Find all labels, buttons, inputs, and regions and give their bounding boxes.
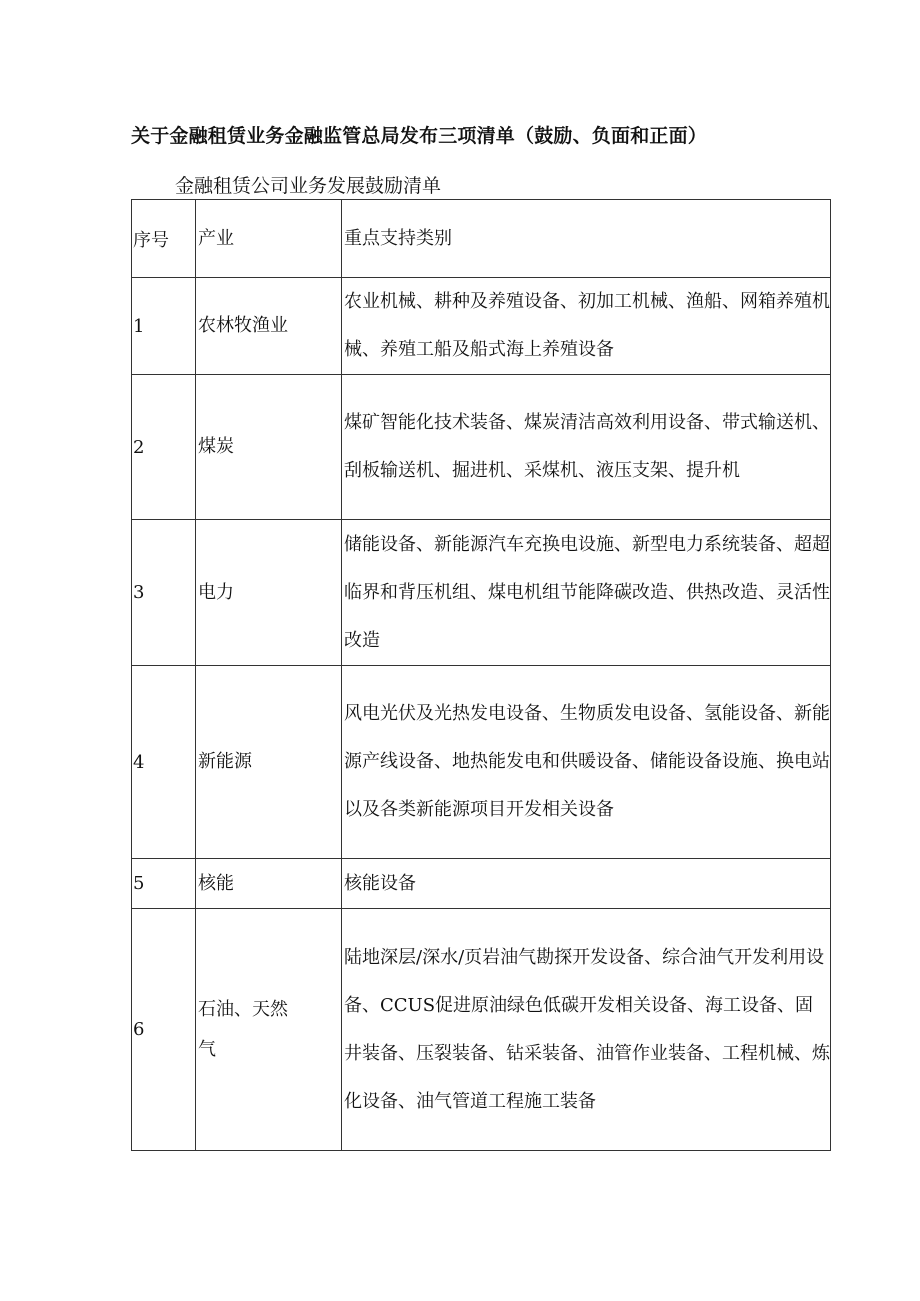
row-industry (196, 520, 342, 666)
row-industry-text: 核能 (198, 872, 234, 894)
row-industry-text: 新能源 (198, 751, 252, 772)
row-category-text: 风电光伏及光热发电设备、生物质发电设备、氢能设备、新能源产线设备、地热能发电和供暖设备、储能设备设施、换电站以及各类新能源项目开发相关设备 (344, 703, 830, 820)
row-no: 2 (132, 375, 196, 520)
row-category-text: 陆地深层/深水/页岩油气勘探开发设备、综合油气开发利用设备、CCUS促进原油绿色低碳开发相关设备、海工设备、固井装备、压裂装备、钻采装备、油管作业装备、工程机械、炼化设备、油气管道工程施工装备 (344, 946, 830, 1112)
table-row (132, 278, 831, 375)
row-no: 1 (132, 278, 196, 375)
row-no: 6 (132, 909, 196, 1151)
row-no: 5 (132, 859, 196, 909)
table-header-row (132, 200, 831, 278)
row-category-text: 煤矿智能化技术装备、煤炭清洁高效利用设备、带式输送机、刮板输送机、掘进机、采煤机、液压支架、提升机 (344, 412, 830, 481)
row-category (342, 666, 831, 859)
table-row (132, 520, 831, 666)
row-industry (196, 909, 342, 1151)
row-industry-text: 电力 (198, 581, 234, 603)
row-industry (196, 278, 342, 375)
row-industry (196, 666, 342, 859)
row-category-text: 储能设备、新能源汽车充换电设施、新型电力系统装备、超超临界和背压机组、煤电机组节能降碳改造、供热改造、灵活性改造 (344, 533, 830, 651)
row-no: 4 (132, 666, 196, 859)
row-category (342, 859, 831, 909)
header-category: 重点支持类别 (342, 200, 831, 278)
row-category (342, 375, 831, 520)
row-industry-text: 煤炭 (198, 436, 234, 457)
row-category-text: 核能设备 (344, 872, 416, 894)
row-no: 3 (132, 520, 196, 666)
header-no: 序号 (132, 200, 196, 278)
row-category (342, 278, 831, 375)
row-industry-text: 农林牧渔业 (198, 315, 288, 336)
row-industry (196, 859, 342, 909)
encouragement-list-table (131, 199, 831, 1151)
table-caption: 金融租赁公司业务发展鼓励清单 (175, 175, 442, 197)
table-row (132, 859, 831, 909)
row-category (342, 520, 831, 666)
row-industry (196, 375, 342, 520)
table-row (132, 375, 831, 520)
row-industry-text: 石油、天然气 (198, 998, 288, 1060)
row-category (342, 909, 831, 1151)
row-category-text: 农业机械、耕种及养殖设备、初加工机械、渔船、网箱养殖机械、养殖工船及船式海上养殖设备 (344, 291, 830, 360)
header-industry: 产业 (196, 200, 342, 278)
table-row (132, 909, 831, 1151)
table-row (132, 666, 831, 859)
page-title: 关于金融租赁业务金融监管总局发布三项清单（鼓励、负面和正面） (131, 125, 708, 147)
